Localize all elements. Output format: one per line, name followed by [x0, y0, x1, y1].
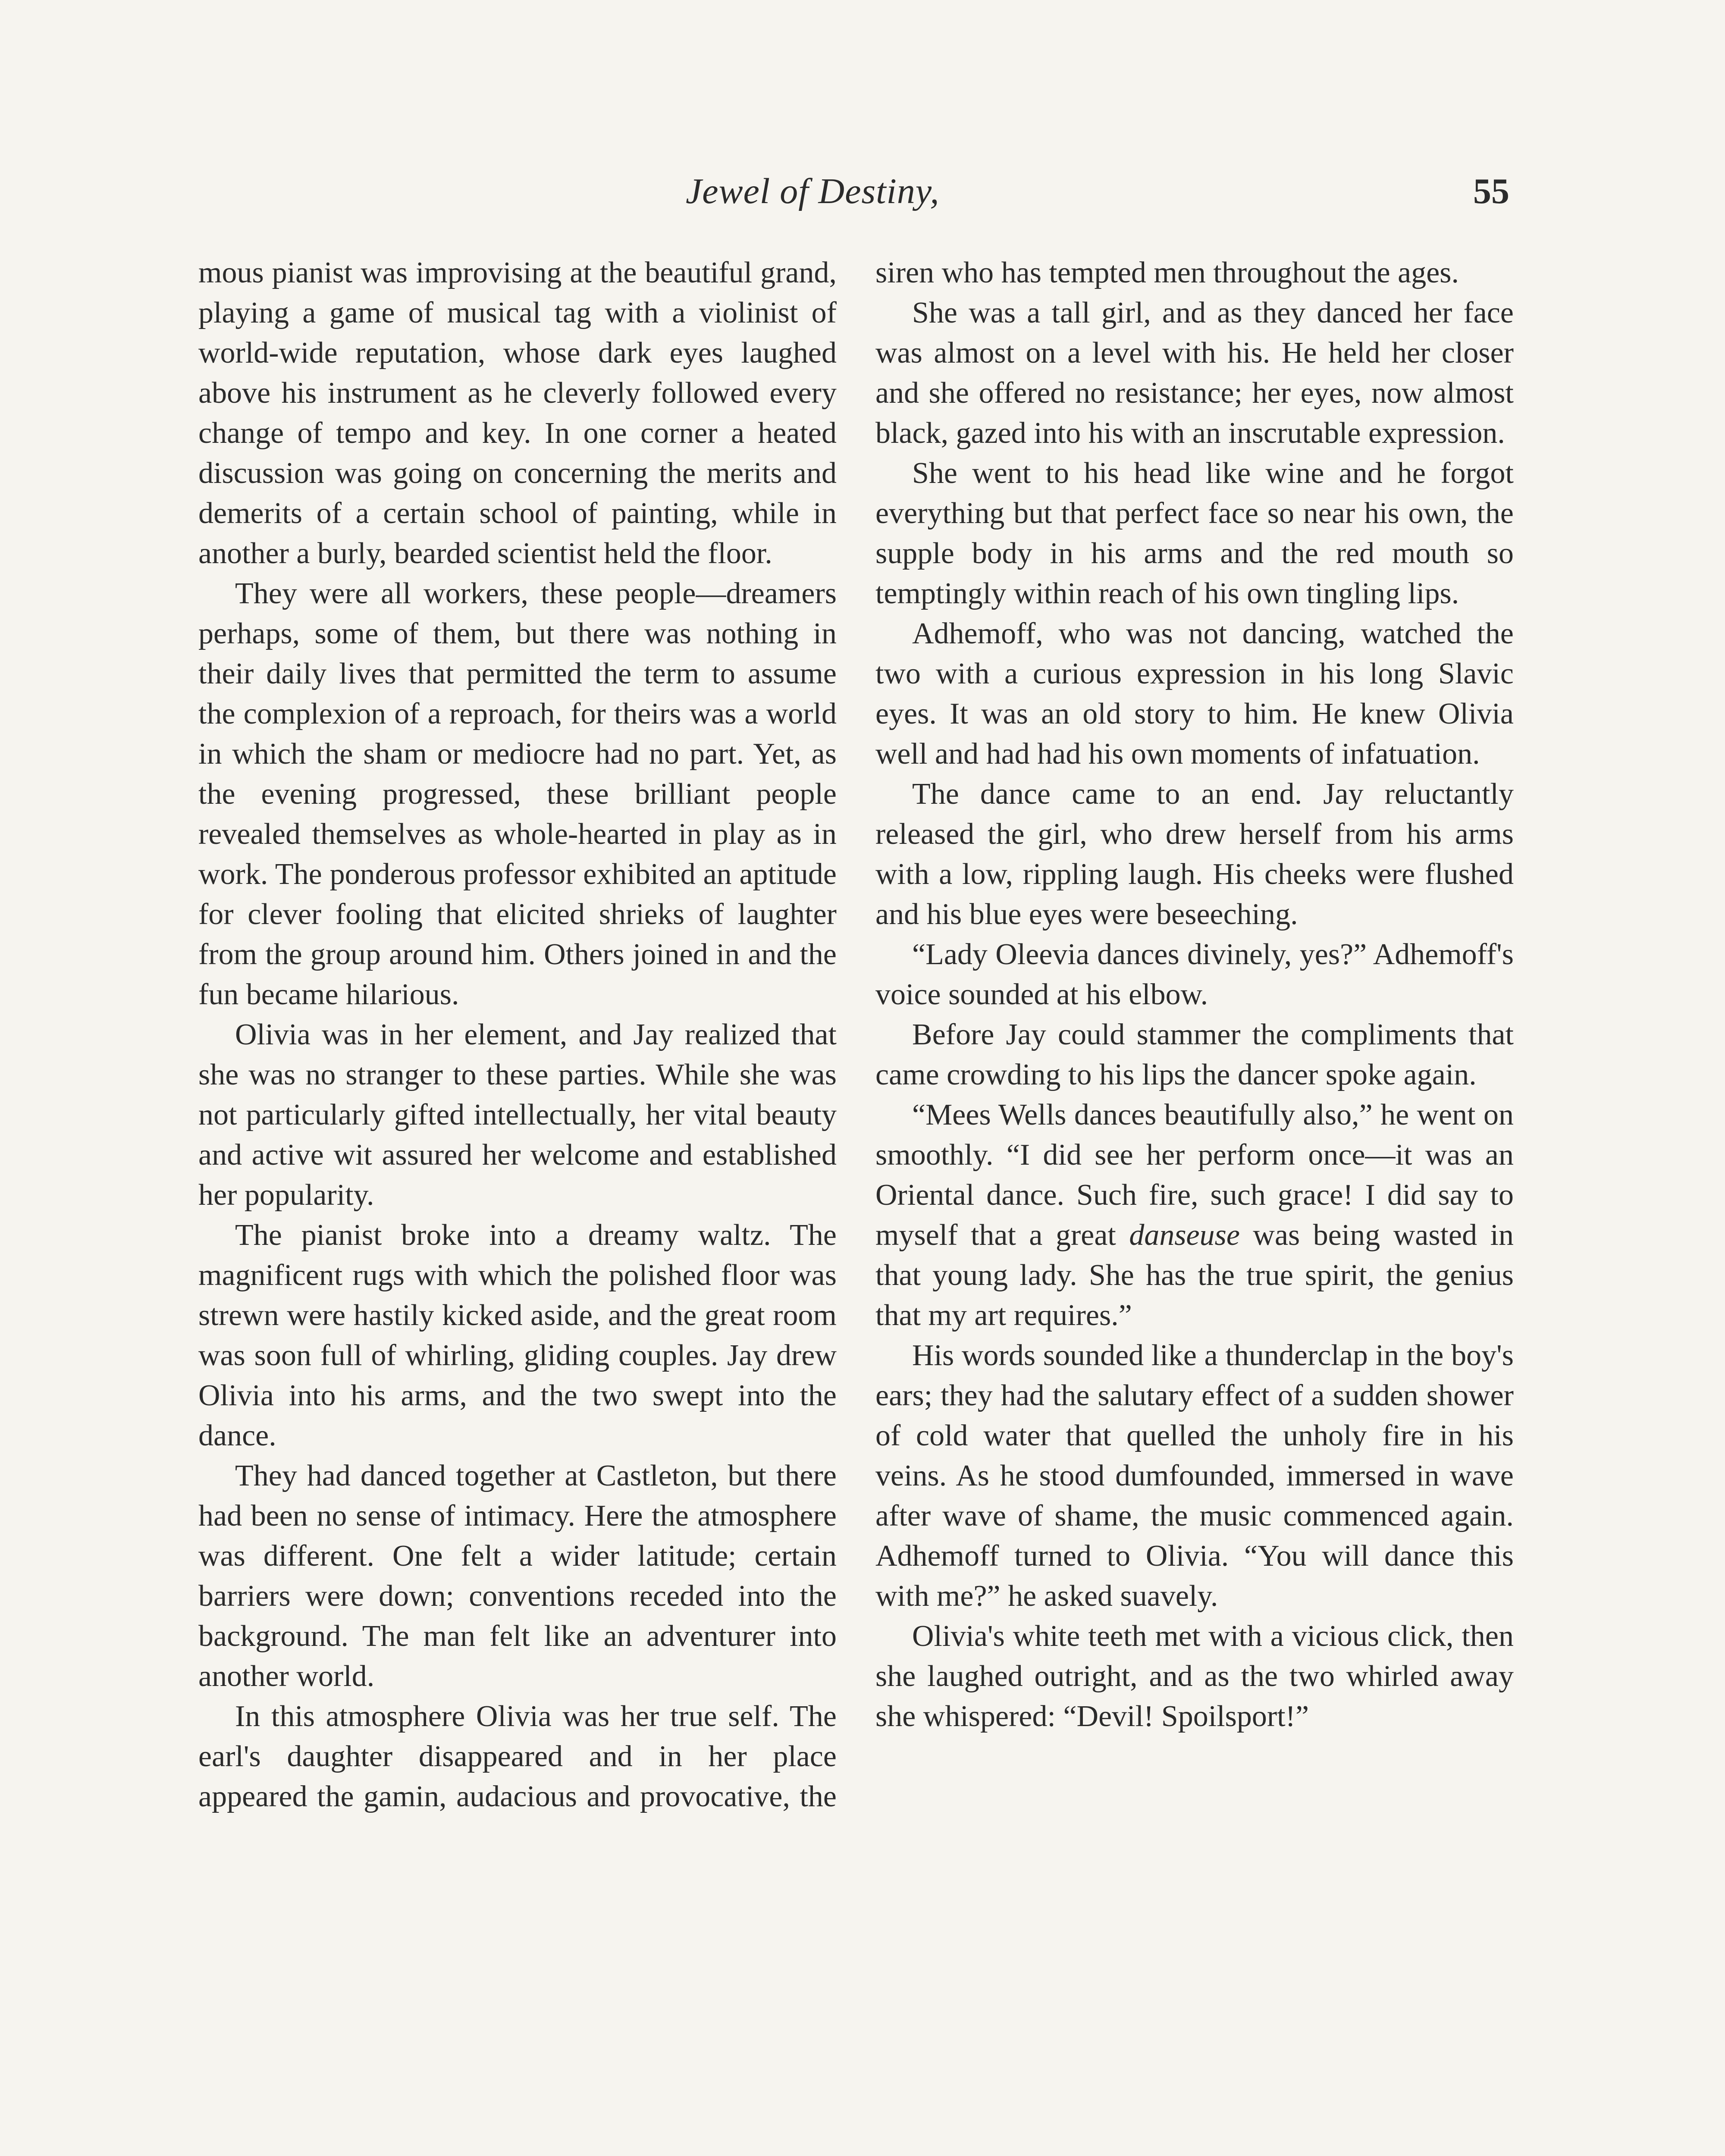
paragraph — [875, 1095, 1514, 1335]
italic-word: danseuse — [1129, 1219, 1240, 1252]
paragraph: They were all workers, these people—dreamers perhaps, some of them, but there was nothing in their daily lives that permitted the term to assume the complexion of a reproach, for theirs was a world in which the sham or mediocre had no part. Yet, as the evening progressed, these brilliant people revealed themselves as whole-hearted in play as in work. The ponderous professor exhibited an aptitude for clever fooling that elicited shrieks of laughter from the group around him. Others joined in and the fun became hilarious. — [198, 577, 837, 1011]
left-column — [198, 253, 837, 1817]
page-header — [686, 170, 1509, 226]
paragraph-text: was being wasted in that young lady. She has the true spirit, the genius that my art requires.” — [875, 1219, 1514, 1332]
paragraph-text: “Mees Wells dances beautifully also,” he went on smoothly. “I did see her perform once—it was an Oriental dance. Such fire, such grace! I did say to myself that a great — [875, 1098, 1514, 1252]
paragraph: She went to his head like wine and he forgot everything but that perfect face so near his own, the supple body in his arms and the red mouth so temptingly within reach of his own tingling lips. — [875, 457, 1514, 610]
paragraph: The pianist broke into a dreamy waltz. The magnificent rugs with which the polished floor was strewn were hastily kicked aside, and the great room was soon full of whirling, gliding couples. Jay drew Olivia into his arms, and the two swept into the dance. — [198, 1219, 837, 1452]
right-column — [875, 253, 1514, 1736]
paragraph: The dance came to an end. Jay reluctantly released the girl, who drew herself from his arms with a low, rippling laugh. His cheeks were flushed and his blue eyes were beseeching. — [875, 777, 1514, 931]
page-number: 55 — [1473, 171, 1509, 211]
paragraph: “Lady Oleevia dances divinely, yes?” Adhemoff's voice sounded at his elbow. — [875, 938, 1514, 1011]
paragraph: Olivia was in her element, and Jay realized that she was no stranger to these parties. While she was not particularly gifted intellectually, her vital beauty and active wit assured her welcome and established her popularity. — [198, 1018, 837, 1212]
paragraph: They had danced together at Castleton, but there had been no sense of intimacy. Here the atmosphere was different. One felt a wider latitude; certain barriers were down; conventions receded into the background. The man felt like an adventurer into another world. — [198, 1459, 837, 1693]
paragraph: Adhemoff, who was not dancing, watched the two with a curious expression in his long Slavic eyes. It was an old story to him. He knew Olivia well and had had his own moments of infatuation. — [875, 617, 1514, 771]
paragraph: siren who has tempted men throughout the ages. — [875, 256, 1459, 289]
paragraph: In this atmosphere Olivia was her true self. The earl's daughter disappeared and in her place appeared the gamin, audacious and provocative, the — [198, 1700, 837, 1813]
paragraph: mous pianist was improvising at the beautiful grand, playing a game of musical tag with a violinist of world-wide reputation, whose dark eyes laughed above his instrument as he cleverly followed every change of tempo and key. In one corner a heated discussion was going on concerning the merits and demerits of a certain school of painting, while in another a burly, bearded scientist held the floor. — [198, 256, 837, 570]
paragraph: His words sounded like a thunderclap in the boy's ears; they had the salutary effect of a sudden shower of cold water that quelled the unholy fire in his veins. As he stood dumfounded, immersed in wave after wave of shame, the music commenced again. Adhemoff turned to Olivia. “You will dance this with me?” he asked suavely. — [875, 1339, 1514, 1613]
paragraph: She was a tall girl, and as they danced her face was almost on a level with his. He held her closer and she offered no resistance; her eyes, now almost black, gazed into his with an inscrutable expression. — [875, 296, 1514, 450]
paragraph: Olivia's white teeth met with a vicious click, then she laughed outright, and as the two whirled away she whispered: “Devil! Spoilsport!” — [875, 1620, 1514, 1733]
running-title: Jewel of Destiny, — [686, 171, 940, 211]
paragraph: Before Jay could stammer the compliments that came crowding to his lips the dancer spoke again. — [875, 1018, 1514, 1091]
